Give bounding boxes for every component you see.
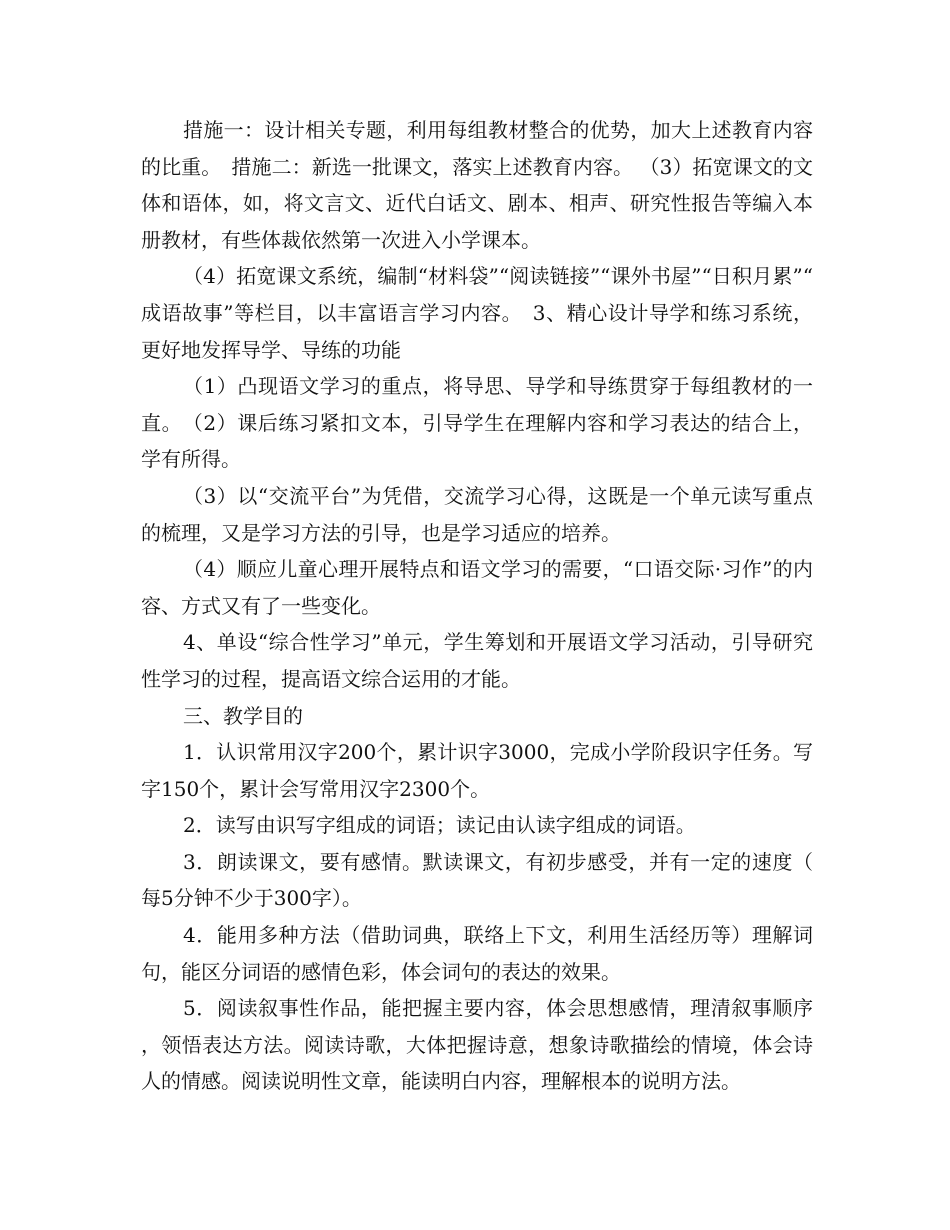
paragraph-measures: 措施一：设计相关专题，利用每组教材整合的优势，加大上述教育内容的比重。 措施二：新选一批课文，落实上述教育内容。 （3）拓宽课文的文体和语体，如，将文言文、近代白话文、剧本、相声、研究性报告等编入本册教材，有些体裁依然第一次进入小学课本。 — [141, 118, 813, 252]
goal-item-1: 1．认识常用汉字200个，累计识字3000，完成小学阶段识字任务。写字150个，累计会写常用汉字2300个。 — [141, 740, 813, 801]
goal-item-2: 2．读写由识写字组成的词语；读记由认读字组成的词语。 — [183, 813, 696, 838]
paragraph-exchange-platform: （3）以“交流平台”为凭借，交流学习心得，这既是一个单元读写重点的梳理，又是学习方法的引导，也是学习适应的培养。 — [141, 483, 813, 545]
paragraph-expand-system: （4）拓宽课文系统，编制“材料袋”“阅读链接”“课外书屋”“日积月累”“成语故事”等栏目，以丰富语言学习内容。 3、精心设计导学和练习系统，更好地发挥导学、导练的功能 — [141, 264, 813, 362]
paragraph-key-points: （1）凸现语文学习的重点，将导思、导学和导练贯穿于每组教材的一直。 （2）课后练习紧扣文本，引导学生在理解内容和学习表达的结合上，学有所得。 — [141, 374, 813, 472]
section-heading-goals: 三、教学目的 — [183, 703, 303, 728]
paragraph-comprehensive-learning: 4、单设“综合性学习”单元，学生筹划和开展语文学习活动，引导研究性学习的过程，提高语文综合运用的才能。 — [141, 630, 813, 691]
goal-item-4: 4．能用多种方法（借助词典，联络上下文，利用生活经历等）理解词句，能区分词语的感情色彩，体会词句的表达的效果。 — [141, 923, 813, 984]
document-body — [141, 112, 813, 1100]
goal-item-3: 3．朗读课文，要有感情。默读课文，有初步感受，并有一定的速度（每5分钟不少于300字）。 — [141, 849, 813, 911]
goal-item-5: 5．阅读叙事性作品，能把握主要内容，体会思想感情，理清叙事顺序，领悟表达方法。阅读诗歌，大体把握诗意，想象诗歌描绘的情境，体会诗人的情感。阅读说明性文章，能读明白内容，理解根本的说明方法。 — [141, 996, 813, 1094]
paragraph-oral-writing: （4）顺应儿童心理开展特点和语文学习的需要，“口语交际·习作”的内容、方式又有了一些变化。 — [141, 557, 813, 618]
